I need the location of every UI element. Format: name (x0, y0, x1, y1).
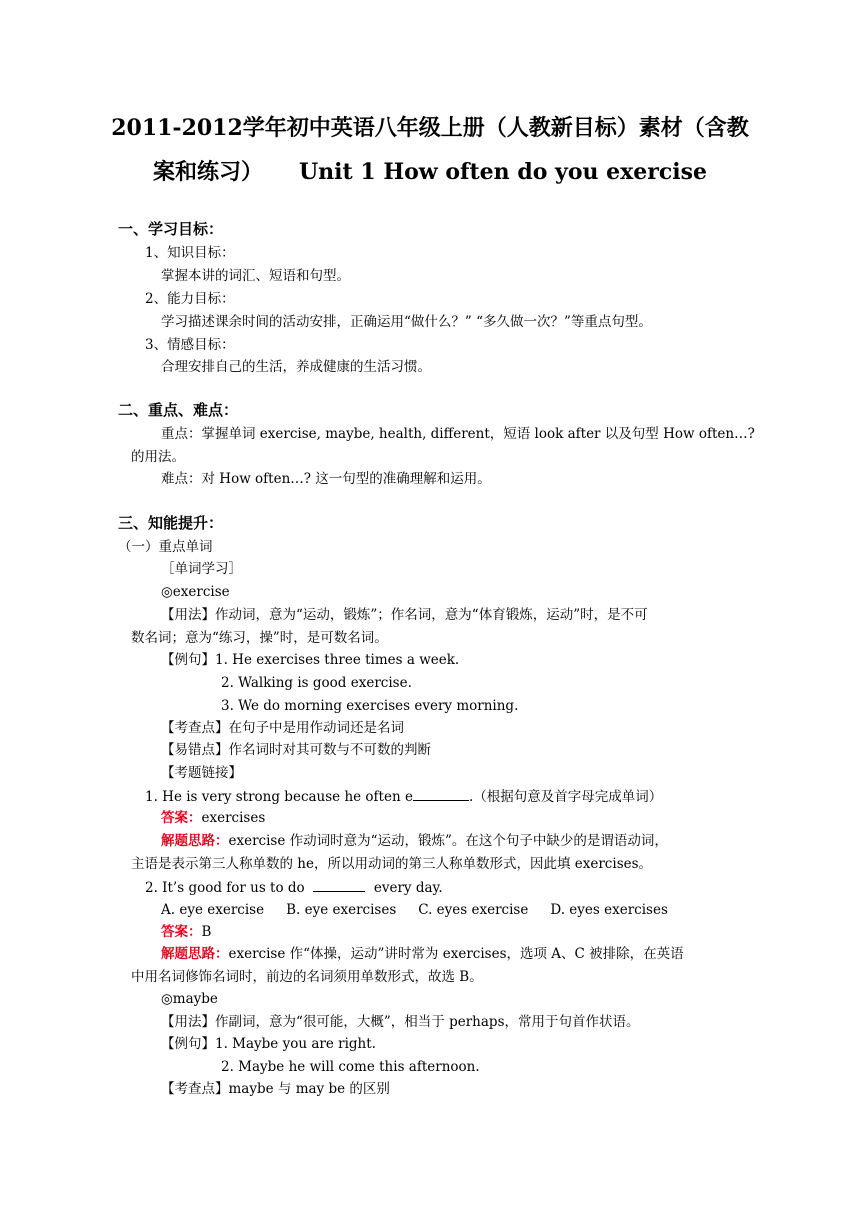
question-1 (145, 786, 662, 807)
doc-title-line2-cn: 案和练习） (152, 159, 263, 185)
exam-link: 【考题链接】 (161, 765, 242, 781)
question-1-text: 1. He is very strong because he often e (145, 789, 413, 805)
answer-value: B (201, 924, 212, 940)
question-2-options (161, 900, 690, 920)
doc-title-line2 (110, 158, 750, 186)
section3-heading: 三、知能提升： (118, 514, 224, 532)
test-point: 【考查点】在句子中是用作动词还是名词 (161, 720, 404, 736)
option-c: C. eyes exercise (418, 902, 529, 918)
section2-heading: 二、重点、难点： (118, 401, 239, 419)
example-sentence: 2. Walking is good exercise. (221, 675, 412, 691)
example-sentence: 1. Maybe you are right. (215, 1036, 376, 1052)
answer-blank (413, 786, 469, 801)
solution-2-cont: 中用名词修饰名词时，前边的名词须用单数形式，故选 B。 (131, 969, 483, 985)
error-point: 【易错点】作名词时对其可数与不可数的判断 (161, 742, 431, 758)
example-sentence: 1. He exercises three times a week. (215, 652, 460, 668)
s1-item: 3、情感目标： (145, 337, 235, 353)
answer-1 (161, 808, 265, 828)
usage-exercise: 【用法】作动词，意为“运动，锻炼”；作名词，意为“体育锻炼，运动”时，是不可 (161, 607, 648, 623)
usage-maybe: 【用法】作副词，意为“很可能，大概”，相当于 perhaps，常用于句首作状语。 (161, 1014, 640, 1030)
example-tag: 【例句】 (161, 652, 215, 668)
answer-label: 答案： (161, 924, 202, 940)
example-sentence: 2. Maybe he will come this afternoon. (221, 1059, 480, 1075)
solution-1 (161, 831, 668, 851)
section1-heading: 一、学习目标： (118, 220, 224, 238)
s2-key-points: 重点：掌握单词 exercise, maybe, health, different，短语 look after 以及句型 How often…? (161, 426, 755, 442)
question-2-text: 2. It’s good for us to do (145, 880, 305, 896)
word-maybe: ◎maybe (161, 991, 218, 1007)
option-b: B. eye exercises (286, 902, 397, 918)
solution-2 (161, 944, 684, 964)
test-point: 【考查点】maybe 与 may be 的区别 (161, 1081, 390, 1097)
answer-blank (313, 877, 365, 892)
s1-item: 学习描述课余时间的活动安排，正确运用“做什么？” “多久做一次？”等重点句型。 (161, 314, 652, 330)
s1-item: 合理安排自己的生活，养成健康的生活习惯。 (161, 359, 431, 375)
s3-subheading: （一）重点单词 (118, 539, 213, 555)
solution-label: 解题思路： (161, 946, 229, 962)
s2-key-points-cont: 的用法。 (131, 449, 185, 465)
example-row (161, 650, 459, 670)
answer-2 (161, 922, 211, 942)
s1-item: 2、能力目标： (145, 291, 235, 307)
solution-text: exercise 作“体操，运动”讲时常为 exercises，选项 A、C 被排除，在英语 (228, 946, 684, 962)
example-tag: 【例句】 (161, 1036, 215, 1052)
solution-label: 解题思路： (161, 833, 229, 849)
answer-value: exercises (201, 810, 266, 826)
example-row (161, 1034, 376, 1054)
option-d: D. eyes exercises (550, 902, 668, 918)
word-exercise: ◎exercise (161, 584, 230, 600)
doc-title-line1: 2011-2012学年初中英语八年级上册（人教新目标）素材（含教 (111, 115, 749, 141)
s1-item: 掌握本讲的词汇、短语和句型。 (161, 268, 350, 284)
s3-word-study: ［单词学习］ (161, 561, 242, 577)
s2-difficulty: 难点：对 How often…? 这一句型的准确理解和运用。 (161, 471, 491, 487)
example-sentence: 3. We do morning exercises every morning. (221, 698, 519, 714)
usage-exercise-cont: 数名词；意为“练习，操”时，是可数名词。 (131, 630, 388, 646)
solution-1-cont: 主语是表示第三人称单数的 he，所以用动词的第三人称单数形式，因此填 exercises。 (131, 856, 653, 872)
solution-text: exercise 作动词时意为“运动，锻炼”。在这个句子中缺少的是谓语动词， (228, 833, 668, 849)
question-2-text-end: every day. (373, 880, 443, 896)
answer-label: 答案： (161, 810, 202, 826)
s1-item: 1、知识目标： (145, 245, 235, 261)
question-1-instruction: .（根据句意及首字母完成单词） (468, 789, 663, 805)
option-a: A. eye exercise (161, 902, 265, 918)
doc-title-unit: Unit 1 How often do you exercise (299, 159, 707, 185)
question-2 (145, 877, 443, 898)
